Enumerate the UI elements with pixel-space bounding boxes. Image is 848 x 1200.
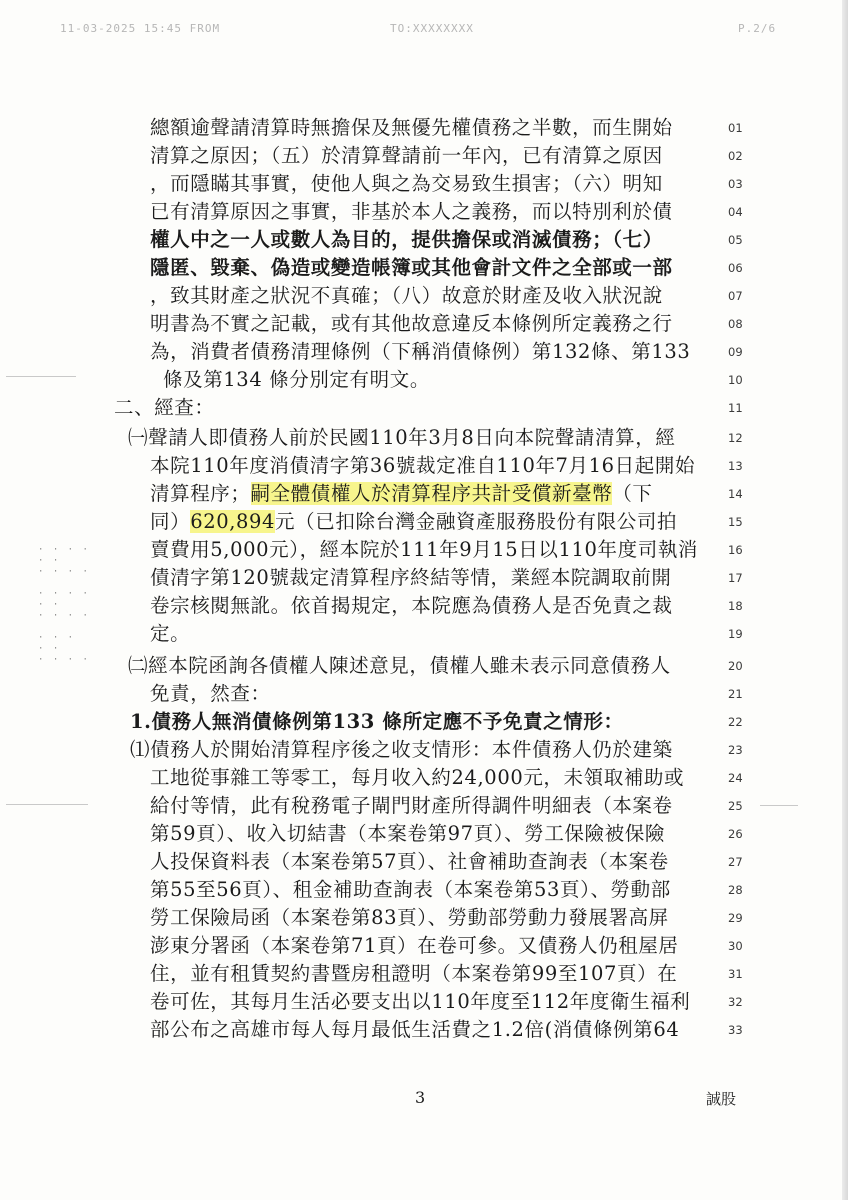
text-line: ㈡經本院函詢各債權人陳述意見，債權人雖未表示同意債務人 [128, 654, 671, 677]
line-number: 13 [728, 459, 743, 473]
text-line: 明書為不實之記載，或有其他故意違反本條例所定義務之行 [150, 312, 673, 335]
text-line: 總額逾聲請清算時無擔保及無優先權債務之半數，而生開始 [150, 116, 673, 139]
text-segment: （下 [612, 482, 653, 505]
line-number: 03 [728, 177, 743, 191]
line-number: 25 [728, 799, 743, 813]
scan-artifact-line [760, 805, 798, 806]
scan-artifact-line [6, 376, 76, 377]
line-number: 24 [728, 771, 743, 785]
text-segment: 清算程序； [150, 482, 251, 505]
binding-hole-marks: · · · · · · · · · · · · · · · · · · · · · · · · · · · · · [38, 545, 90, 665]
text-line: 澎東分署函（本案卷第71頁）在卷可參。又債務人仍租屋居 [150, 934, 679, 957]
text-line: 隱匿、毀棄、偽造或變造帳簿或其他會計文件之全部或一部 [150, 256, 673, 279]
highlighted-text: 620,894 [190, 510, 276, 533]
line-number: 29 [728, 911, 743, 925]
line-number: 14 [728, 487, 743, 501]
line-number: 11 [728, 401, 743, 415]
line-number: 19 [728, 627, 743, 641]
text-line: 住，並有租賃契約書暨房租證明（本案卷第99至107頁）在 [150, 962, 678, 985]
line-number: 33 [728, 1023, 743, 1037]
text-line: 清算之原因；（五）於清算聲請前一年內，已有清算之原因 [150, 144, 663, 167]
text-line: 債清字第120號裁定清算程序終結等情，業經本院調取前開 [150, 566, 672, 589]
text-line: 卷宗核閱無訛。依首揭規定，本院應為債務人是否免責之裁 [150, 594, 673, 617]
line-number: 06 [728, 261, 743, 275]
line-number: 05 [728, 233, 743, 247]
text-line: 二、經查： [114, 396, 215, 419]
fax-header-left: 11-03-2025 15:45 FROM [60, 22, 221, 35]
text-line: 權人中之一人或數人為目的，提供擔保或消滅債務；（七） [150, 228, 663, 251]
text-line: 定。 [150, 622, 191, 645]
line-number: 26 [728, 827, 743, 841]
line-number: 04 [728, 205, 743, 219]
highlighted-text: 嗣全體債權人於清算程序共計受償新臺幣 [250, 482, 613, 505]
text-segment: 元（已扣除台灣金融資產服務股份有限公司拍 [275, 510, 678, 533]
line-number: 09 [728, 345, 743, 359]
text-line: 條及第134 條分別定有明文。 [163, 368, 430, 391]
scan-artifact-line [6, 804, 88, 805]
line-number: 10 [728, 373, 743, 387]
text-line: ，而隱瞞其事實，使他人與之為交易致生損害；（六）明知 [150, 172, 663, 195]
page-number: 3 [415, 1088, 426, 1107]
line-number: 18 [728, 599, 743, 613]
text-line: 已有清算原因之事實，非基於本人之義務，而以特別利於債 [150, 200, 673, 223]
line-number: 01 [728, 121, 743, 135]
text-line: ⑴債務人於開始清算程序後之收支情形：本件債務人仍於建築 [130, 738, 673, 761]
scan-edge-shadow [842, 0, 848, 1200]
line-number: 31 [728, 967, 743, 981]
line-number: 16 [728, 543, 743, 557]
line-number: 15 [728, 515, 743, 529]
text-line [150, 480, 653, 508]
line-number: 07 [728, 289, 743, 303]
line-number: 28 [728, 883, 743, 897]
division-seal-text: 誠股 [706, 1090, 737, 1108]
text-line: 卷可佐，其每月生活必要支出以110年度至112年度衛生福利 [150, 990, 691, 1013]
line-number: 27 [728, 855, 743, 869]
text-segment: 同） [150, 510, 191, 533]
text-line: 賣費用5,000元），經本院於111年9月15日以110年度司執消 [150, 538, 699, 561]
line-number: 20 [728, 659, 743, 673]
text-line: ㈠聲請人即債務人前於民國110年3月8日向本院聲請清算，經 [128, 426, 676, 449]
line-number: 21 [728, 687, 743, 701]
text-line: 工地從事雜工等零工，每月收入約24,000元，未領取補助或 [150, 766, 685, 789]
text-line: 部公布之高雄市每人每月最低生活費之1.2倍(消債條例第64 [150, 1018, 680, 1041]
text-line: 為，消費者債務清理條例（下稱消債條例）第132條、第133 [150, 340, 691, 363]
text-line: 本院110年度消債清字第36號裁定准自110年7月16日起開始 [150, 454, 696, 477]
text-line: 人投保資料表（本案卷第57頁）、社會補助查詢表（本案卷 [150, 850, 669, 873]
line-number: 30 [728, 939, 743, 953]
text-line: 第55至56頁）、租金補助查詢表（本案卷第53頁）、勞動部 [150, 878, 671, 901]
text-line: ，致其財產之狀況不真確；（八）故意於財產及收入狀況說 [150, 284, 663, 307]
line-number: 02 [728, 149, 743, 163]
fax-header-right: P.2/6 [738, 22, 777, 35]
line-number: 23 [728, 743, 743, 757]
text-line: 免責，然查： [150, 682, 271, 705]
line-number: 12 [728, 431, 743, 445]
fax-header [0, 22, 848, 36]
text-line: 給付等情，此有稅務電子閘門財產所得調件明細表（本案卷 [150, 794, 673, 817]
fax-header-mid: TO:XXXXXXXX [390, 22, 474, 35]
line-number: 08 [728, 317, 743, 331]
text-line [150, 508, 677, 536]
text-line: 勞工保險局函（本案卷第83頁）、勞動部勞動力發展署高屏 [150, 906, 669, 929]
line-number: 32 [728, 995, 743, 1009]
text-line: 1.債務人無消債條例第133 條所定應不予免責之情形： [130, 710, 624, 733]
line-number: 22 [728, 715, 743, 729]
text-line: 第59頁）、收入切結書（本案卷第97頁）、勞工保險被保險 [150, 822, 665, 845]
line-number: 17 [728, 571, 743, 585]
